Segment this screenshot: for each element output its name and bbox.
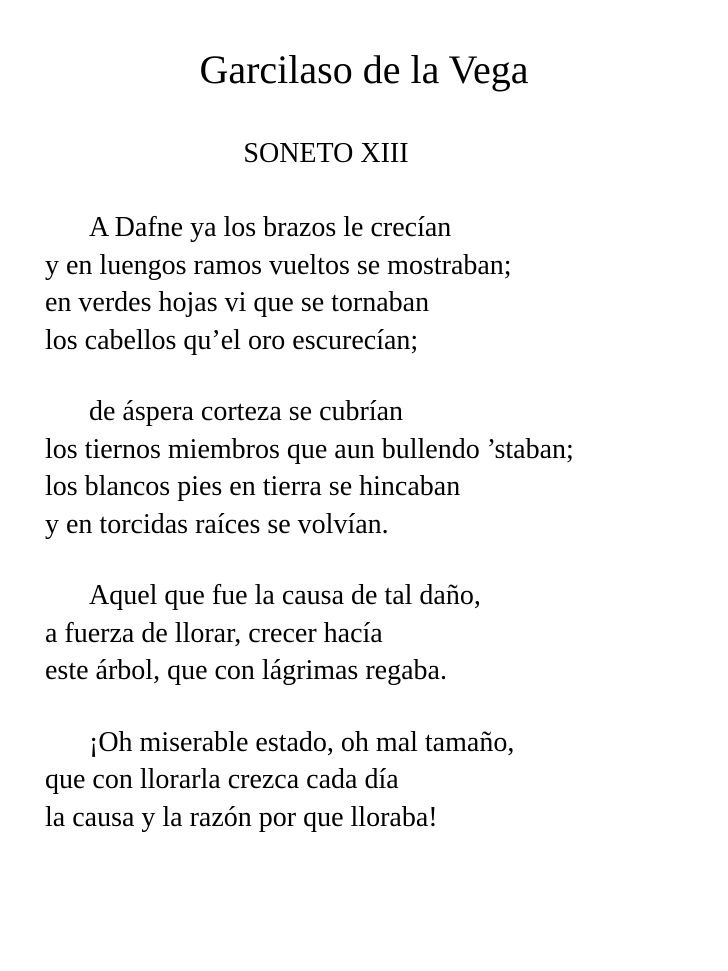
poem-line: a fuerza de llorar, crecer hacía xyxy=(45,617,383,649)
poem-line: los blancos pies en tierra se hincaban xyxy=(45,471,461,502)
stanza-1 xyxy=(45,209,574,359)
sonnet-title: SONETO XIII xyxy=(243,138,409,169)
author-name: Garcilaso de la Vega xyxy=(199,47,529,92)
stanza-2 xyxy=(45,393,574,543)
poem-line: los cabellos qu’el oro escurecían; xyxy=(45,324,419,356)
poem-line: este árbol, que con lágrimas regaba. xyxy=(45,655,447,686)
poem-line: de áspera corteza se cubrían xyxy=(89,396,404,427)
poem-line: y en torcidas raíces se volvían. xyxy=(45,508,389,540)
poem xyxy=(45,209,574,870)
poem-line: que con llorarla crezca cada día xyxy=(45,764,399,795)
stanza-4 xyxy=(45,724,574,837)
poem-line: Aquel que fue la causa de tal daño, xyxy=(89,580,481,611)
poem-line: en verdes hojas vi que se tornaban xyxy=(45,287,430,318)
poem-line: A Dafne ya los brazos le crecían xyxy=(89,212,452,243)
poem-line: los tiernos miembros que aun bullendo ’staban; xyxy=(45,433,574,465)
poem-line: la causa y la razón por que lloraba! xyxy=(45,801,438,833)
poem-line: y en luengos ramos vueltos se mostraban; xyxy=(45,249,512,281)
stanza-3 xyxy=(45,577,574,690)
poem-line: ¡Oh miserable estado, oh mal tamaño, xyxy=(89,726,515,758)
